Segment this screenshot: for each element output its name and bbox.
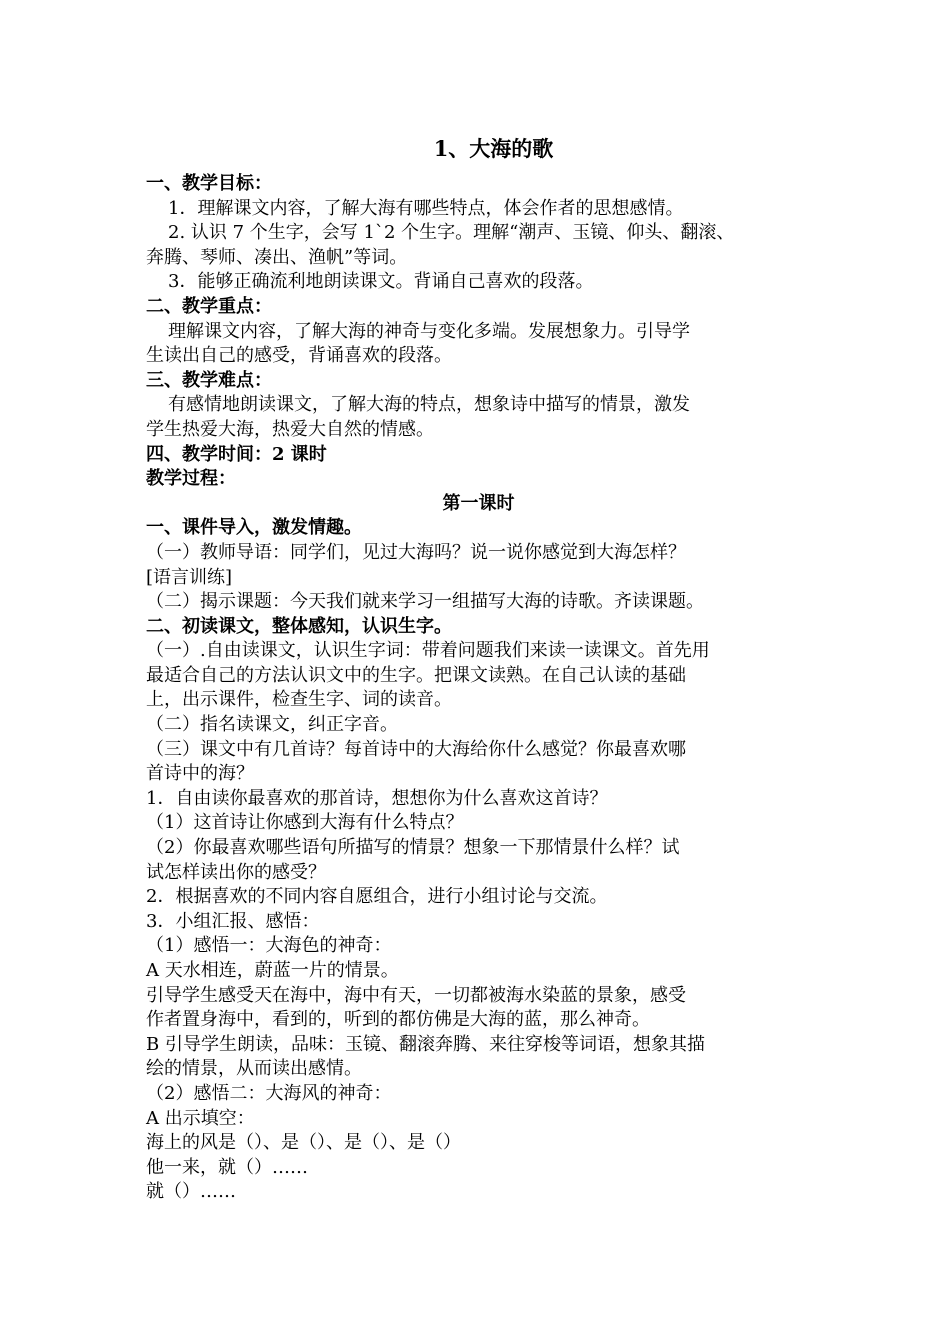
insight-1-a: A 天水相连，蔚蓝一片的情景。 — [146, 960, 399, 981]
time-heading: 四、教学时间：2 课时 — [146, 443, 327, 465]
part-2-item-3-line1: （三）课文中有几首诗？每首诗中的大海给你什么感觉？你最喜欢哪 — [146, 738, 686, 760]
insight-1-b-line1: 引导学生感受天在海中，海中有天，一切都被海水染蓝的景象，感受 — [146, 984, 686, 1006]
insight-2-heading: （2）感悟二：大海风的神奇： — [146, 1082, 392, 1104]
difficulty-heading: 三、教学难点： — [146, 369, 272, 391]
part-2-heading: 二、初读课文，整体感知，认识生字。 — [146, 615, 452, 637]
difficulty-line1: 有感情地朗读课文，了解大海的特点，想象诗中描写的情景，激发 — [168, 394, 690, 416]
focus-heading: 二、教学重点： — [146, 295, 272, 317]
part-1-item-1-line2: [语言训练] — [146, 566, 233, 588]
goal-item-2-line1: 2. 认识 7 个生字，会写 1`2 个生字。理解“潮声、玉镜、仰头、翻滚、 — [168, 222, 735, 244]
fill-blank-line3: 就（）…… — [146, 1181, 236, 1203]
insight-1-c-line1: B 引导学生朗读，品味：玉镜、翻滚奔腾、来往穿梭等词语，想象其描 — [146, 1033, 705, 1055]
part-2-item-1-line3: 上，出示课件，检查生字、词的读音。 — [146, 689, 452, 711]
part-2-item-2: （二）指名读课文，纠正字音。 — [146, 714, 398, 736]
difficulty-line2: 学生热爱大海，热爱大自然的情感。 — [146, 418, 434, 440]
part-1-item-1-line1: （一）教师导语：同学们，见过大海吗？说一说你感觉到大海怎样？ — [146, 541, 686, 563]
process-heading: 教学过程： — [146, 468, 236, 490]
lesson-1-heading: 第一课时 — [442, 492, 515, 514]
focus-line1: 理解课文内容，了解大海的神奇与变化多端。发展想象力。引导学 — [168, 320, 690, 342]
question-3: 3．小组汇报、感悟： — [146, 910, 320, 932]
goals-heading: 一、教学目标： — [146, 173, 272, 194]
document-title: 1、大海的歌 — [433, 136, 554, 161]
part-2-item-3-line2: 首诗中的海？ — [146, 763, 254, 785]
question-1-sub-1: （1）这首诗让你感到大海有什么特点？ — [146, 812, 464, 834]
question-1-sub-2-line1: （2）你最喜欢哪些语句所描写的情景？想象一下那情景什么样？试 — [146, 837, 680, 859]
goal-item-3: 3．能够正确流利地朗读课文。背诵自己喜欢的段落。 — [168, 271, 594, 293]
question-1-sub-2-line2: 试怎样读出你的感受？ — [146, 861, 326, 883]
fill-blank-line1: 海上的风是（）、是（）、是（）、是（） — [146, 1132, 461, 1154]
goal-item-1: 1．理解课文内容，了解大海有哪些特点，体会作者的思想感情。 — [168, 197, 684, 219]
part-1-heading: 一、课件导入，激发情趣。 — [146, 517, 362, 539]
insight-1-b-line2: 作者置身海中，看到的，听到的都仿佛是大海的蓝，那么神奇。 — [146, 1009, 650, 1031]
insight-1-heading: （1）感悟一：大海色的神奇： — [146, 935, 392, 957]
question-1: 1．自由读你最喜欢的那首诗，想想你为什么喜欢这首诗？ — [146, 787, 608, 809]
part-2-item-1-line2: 最适合自己的方法认识文中的生字。把课文读熟。在自己认读的基础 — [146, 664, 686, 686]
goal-item-2-line2: 奔腾、琴师、凑出、渔帆”等词。 — [146, 246, 408, 268]
question-2: 2．根据喜欢的不同内容自愿组合，进行小组讨论与交流。 — [146, 886, 608, 908]
document-page — [146, 134, 811, 1205]
insight-1-c-line2: 绘的情景，从而读出感情。 — [146, 1058, 362, 1080]
fill-blank-line2: 他一来，就（）…… — [146, 1156, 308, 1178]
insight-2-a: A 出示填空： — [146, 1107, 255, 1129]
part-1-item-2: （二）揭示课题：今天我们就来学习一组描写大海的诗歌。齐读课题。 — [146, 591, 704, 613]
focus-line2: 生读出自己的感受，背诵喜欢的段落。 — [146, 345, 452, 367]
part-2-item-1-line1: （一）.自由读课文，认识生字词：带着问题我们来读一读课文。首先用 — [146, 640, 710, 662]
